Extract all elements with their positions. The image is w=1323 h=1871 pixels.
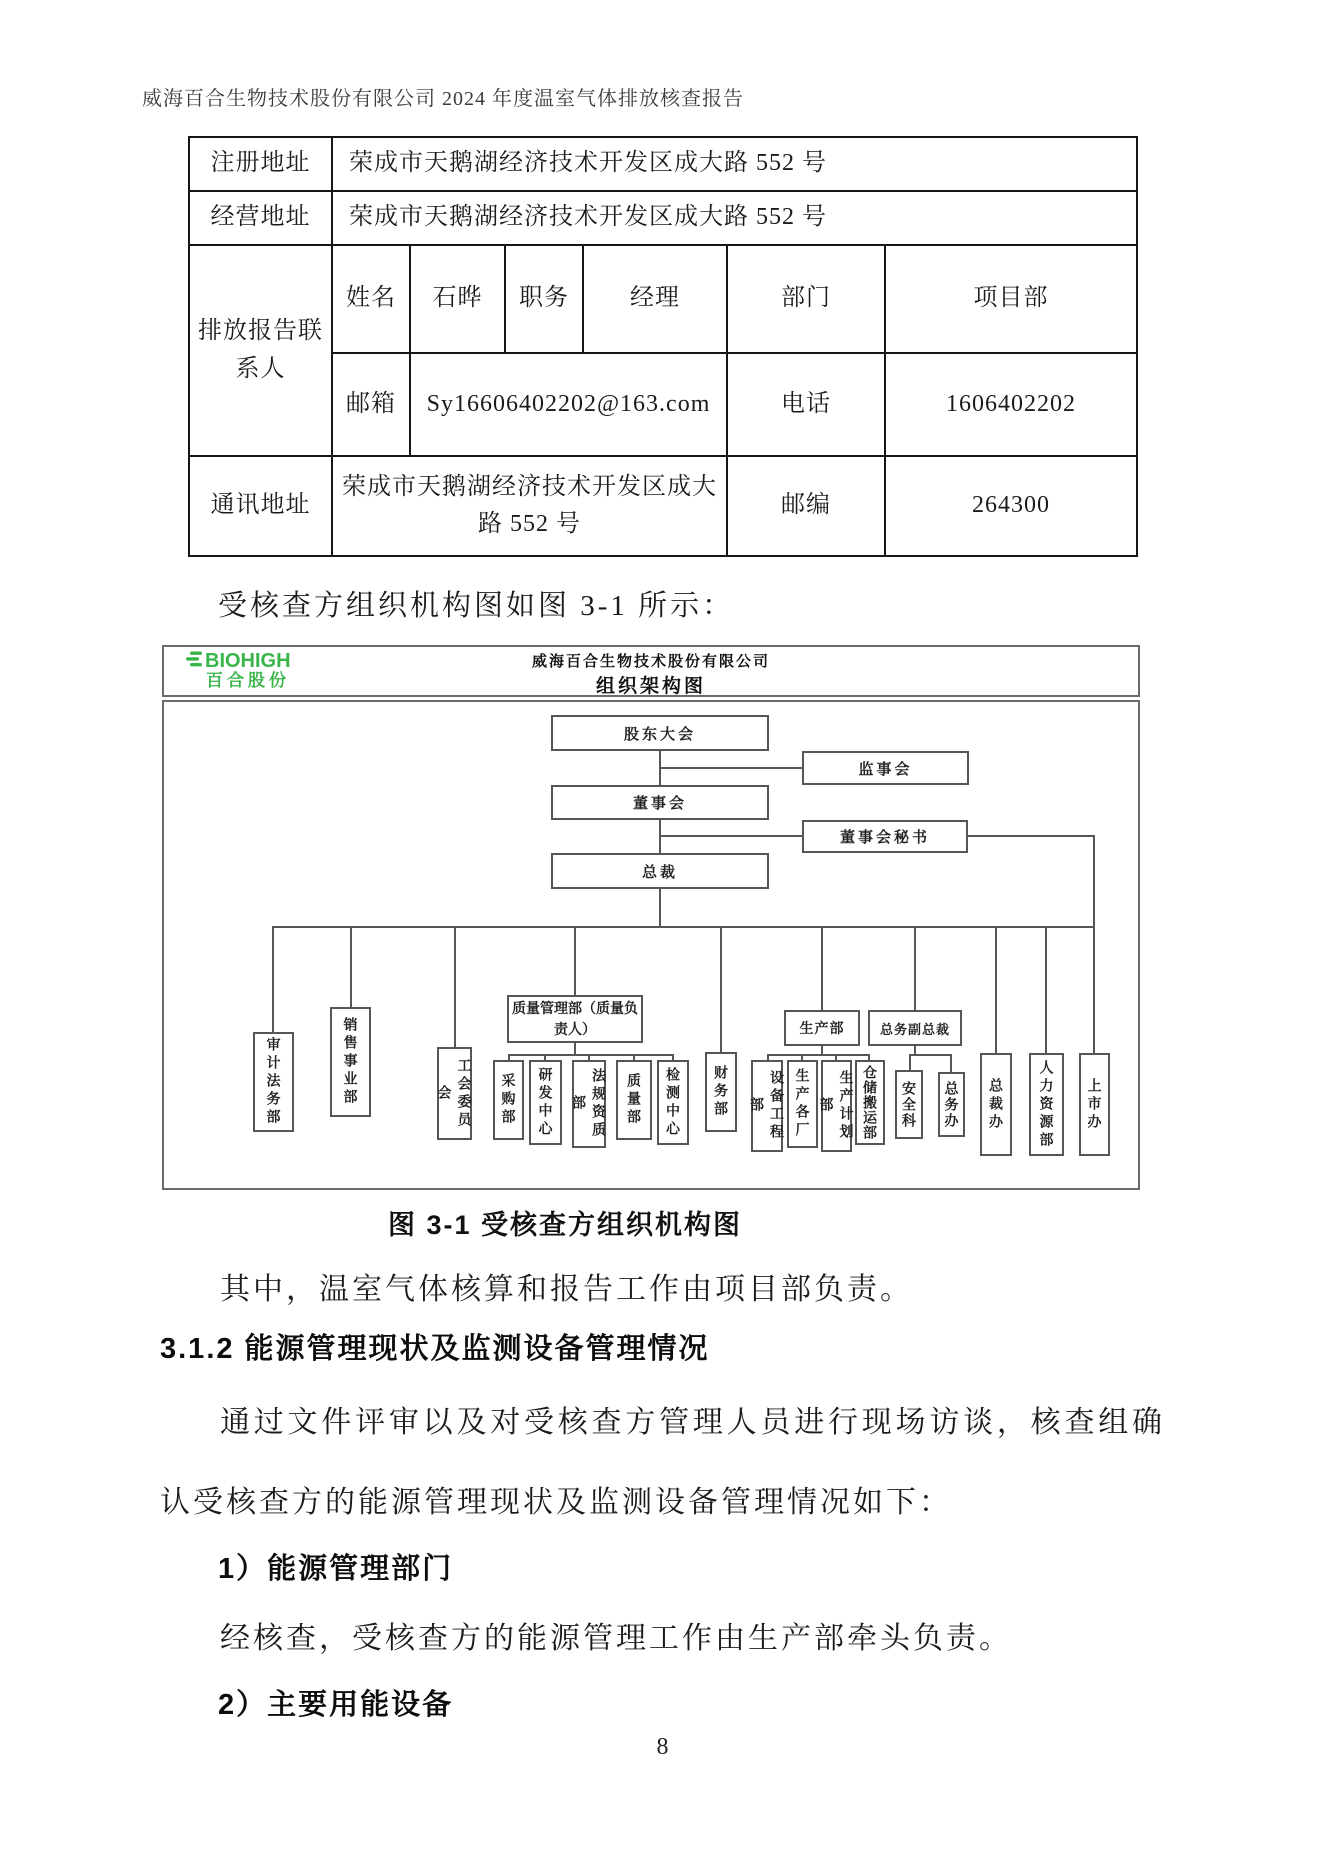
postcode-value: 264300 (885, 456, 1137, 556)
table-row (189, 353, 1137, 456)
logo-text-en: BIOHIGH (205, 650, 291, 672)
connector-line (950, 1054, 952, 1072)
paragraph-responsibility: 其中，温室气体核算和报告工作由项目部负责。 (220, 1273, 913, 1306)
org-chart-figure (162, 645, 1140, 1190)
org-node-shareholders-meeting: 股东大会 (551, 715, 769, 751)
org-node-board-of-directors: 董事会 (551, 785, 769, 820)
org-node-quality-management: 质量管理部（质量负责人） (507, 995, 643, 1043)
org-node-rnd-center: 研发中心 (529, 1060, 562, 1145)
contact-label: 排放报告联系人 (189, 245, 332, 456)
org-chart-header (162, 645, 1140, 697)
business-address-value: 荣成市天鹅湖经济技术开发区成大路 552 号 (332, 191, 1137, 245)
org-chart-titles (164, 650, 1138, 698)
phone-label: 电话 (727, 353, 885, 456)
business-address-label: 经营地址 (189, 191, 332, 245)
figure-caption: 图 3-1 受核查方组织机构图 (387, 1210, 743, 1240)
org-node-testing-center: 检测中心 (657, 1060, 689, 1145)
connector-line (350, 926, 352, 1007)
org-chart-title: 组织架构图 (595, 676, 706, 697)
connector-line (272, 926, 274, 1032)
org-node-board-secretary: 董事会秘书 (802, 820, 968, 853)
org-node-deputy-president-general: 总务副总裁 (868, 1010, 962, 1046)
org-node-purchasing: 采购部 (493, 1060, 524, 1140)
phone-value: 1606402202 (885, 353, 1137, 456)
org-chart-canvas (162, 700, 1140, 1190)
table-row (189, 456, 1137, 556)
job-label: 职务 (505, 245, 583, 353)
job-value: 经理 (583, 245, 727, 353)
connector-line (272, 926, 1095, 928)
connector-line (508, 1054, 674, 1056)
document-header: 威海百合生物技术股份有限公司 2024 年度温室气体排放核查报告 (142, 88, 744, 110)
connector-line (574, 926, 576, 995)
sub-heading-equipment: 2）主要用能设备 (218, 1689, 454, 1721)
org-node-general-affairs-office: 总务办 (938, 1072, 965, 1137)
org-node-warehouse-logistics: 仓储搬运部 (855, 1060, 885, 1145)
table-row (189, 191, 1137, 245)
connector-line (454, 926, 456, 1047)
org-node-quality-dept: 质量部 (616, 1060, 652, 1140)
org-node-regulatory-affairs: 法规资质部 (572, 1060, 606, 1148)
paragraph-review: 通过文件评审以及对受核查方管理人员进行现场访谈，核查组确认受核查方的能源管理现状及监测设备管理情况如下： (160, 1406, 1165, 1519)
connector-line (914, 1046, 916, 1054)
org-node-supervisory-board: 监事会 (802, 751, 969, 785)
postcode-label: 邮编 (727, 456, 885, 556)
name-label: 姓名 (332, 245, 410, 353)
company-info-table (188, 136, 1138, 557)
org-node-production-plants: 生产各厂 (787, 1060, 818, 1148)
department-value: 项目部 (885, 245, 1137, 353)
mailing-address-label: 通讯地址 (189, 456, 332, 556)
connector-line (909, 1054, 911, 1070)
org-node-audit-legal: 审计法务部 (253, 1032, 294, 1132)
org-node-production-planning: 生产计划部 (821, 1060, 852, 1152)
connector-line (821, 926, 823, 1010)
org-node-president-office: 总裁办 (980, 1053, 1012, 1156)
org-node-finance: 财务部 (705, 1052, 737, 1132)
name-value: 石晔 (410, 245, 505, 353)
table-row (189, 137, 1137, 191)
connector-line (1045, 926, 1047, 1053)
department-label: 部门 (727, 245, 885, 353)
org-node-safety: 安全科 (895, 1070, 923, 1139)
registered-address-value: 荣成市天鹅湖经济技术开发区成大路 552 号 (332, 137, 1137, 191)
table-row (189, 245, 1137, 353)
connector-line (1093, 835, 1095, 1053)
connector-line (968, 835, 1095, 837)
email-label: 邮箱 (332, 353, 410, 456)
org-node-labor-union: 工会委员会 (437, 1047, 472, 1140)
mailing-address-value: 荣成市天鹅湖经济技术开发区成大路 552 号 (332, 456, 727, 556)
connector-line (660, 835, 802, 837)
sub-heading-energy-dept: 1）能源管理部门 (218, 1553, 454, 1585)
connector-line (821, 1046, 823, 1054)
connector-line (767, 1054, 870, 1056)
paragraph-energy: 经核查，受核查方的能源管理工作由生产部牵头负责。 (220, 1622, 1012, 1655)
page-number: 8 (656, 1734, 669, 1760)
org-node-human-resources: 人力资源部 (1029, 1053, 1064, 1156)
org-node-production: 生产部 (784, 1010, 860, 1046)
org-node-listing-office: 上市办 (1079, 1053, 1110, 1156)
org-chart-company-title: 威海百合生物技术股份有限公司 (531, 653, 770, 670)
registered-address-label: 注册地址 (189, 137, 332, 191)
intro-paragraph: 受核查方组织机构图如图 3-1 所示： (218, 590, 735, 622)
org-node-president: 总裁 (551, 853, 769, 889)
connector-line (659, 889, 661, 926)
connector-line (660, 767, 802, 769)
connector-line (914, 926, 916, 1010)
connector-line (909, 1054, 952, 1056)
connector-line (720, 926, 722, 1052)
connector-line (995, 926, 997, 1053)
org-node-sales-division: 销售事业部 (330, 1007, 371, 1117)
email-value: Sy16606402202@163.com (410, 353, 727, 456)
org-node-equipment-engineering: 设备工程部 (751, 1060, 783, 1152)
logo-text-cn: 百合股份 (206, 671, 290, 690)
connector-line (574, 1043, 576, 1054)
heading-3-1-2: 3.1.2 能源管理现状及监测设备管理情况 (160, 1333, 710, 1365)
